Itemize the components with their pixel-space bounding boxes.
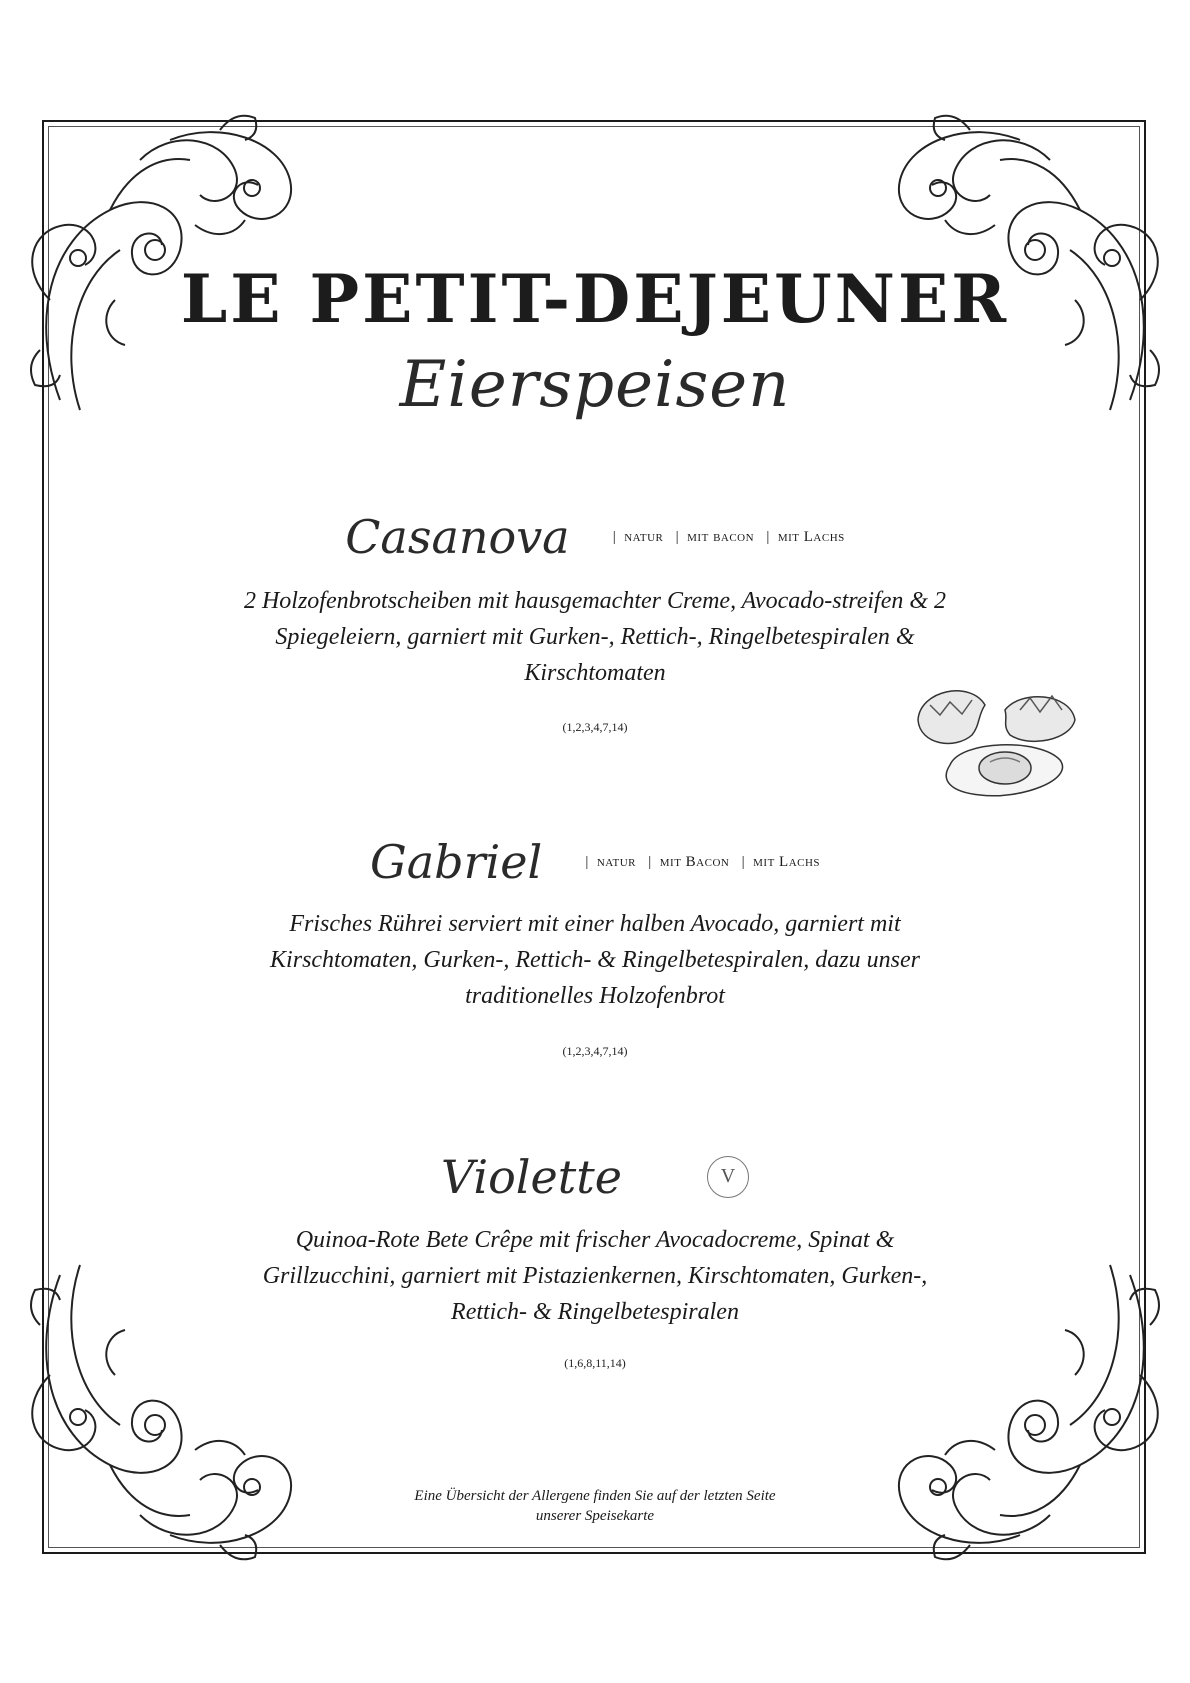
dish-option: mit bacon xyxy=(687,528,755,545)
dish-option: natur xyxy=(624,528,664,545)
dish-name: Casanova xyxy=(345,510,570,564)
dish-description: Frisches Rührei serviert mit einer halben Avocado, garniert mit Kirschtomaten, Gurken-, Rettich- & Ringelbetespiralen, dazu unser traditionelles Holzofenbrot xyxy=(270,911,920,1009)
dish-description: Quinoa-Rote Bete Crêpe mit frischer Avocadocreme, Spinat & Grillzucchini, garniert mit Pistazienkernen, Kirschtomaten, Gurken-, Rettich- & Ringelbetespiralen xyxy=(262,1227,928,1325)
menu-subtitle: Eierspeisen xyxy=(399,348,791,422)
menu-title: LE PETIT-DEJEUNER xyxy=(180,260,1010,338)
dish-allergens: (1,2,3,4,7,14) xyxy=(562,720,628,734)
dish-option: mit Lachs xyxy=(753,853,821,870)
footer-note: Eine Übersicht der Allergene finden Sie auf der letzten Seite unserer Speisekarte xyxy=(414,1488,776,1524)
vegan-leaf-badge-icon: V xyxy=(707,1156,749,1198)
dish-options: | natur | mit bacon | mit Lachs xyxy=(612,528,845,545)
dish-allergens: (1,2,3,4,7,14) xyxy=(562,1044,628,1058)
dish-allergens: (1,6,8,11,14) xyxy=(564,1356,626,1370)
dish-header xyxy=(0,835,1190,889)
dish-option: mit Lachs xyxy=(777,528,845,545)
dish-header xyxy=(0,1150,1190,1204)
dish-header xyxy=(0,510,1190,564)
dish-options: | natur | mit Bacon | mit Lachs xyxy=(585,853,821,870)
dish-description: 2 Holzofenbrotscheiben mit hausgemachter Creme, Avocado-streifen & 2 Spiegeleiern, garniert mit Gurken-, Rettich-, Ringelbetespiralen & Kirschtomaten xyxy=(243,588,947,686)
dish-option: mit Bacon xyxy=(659,853,730,870)
dish-name: Violette xyxy=(440,1150,622,1204)
dish-name: Gabriel xyxy=(369,835,543,889)
dish-option: natur xyxy=(596,853,636,870)
cracked-egg-illustration-icon xyxy=(910,680,1080,805)
